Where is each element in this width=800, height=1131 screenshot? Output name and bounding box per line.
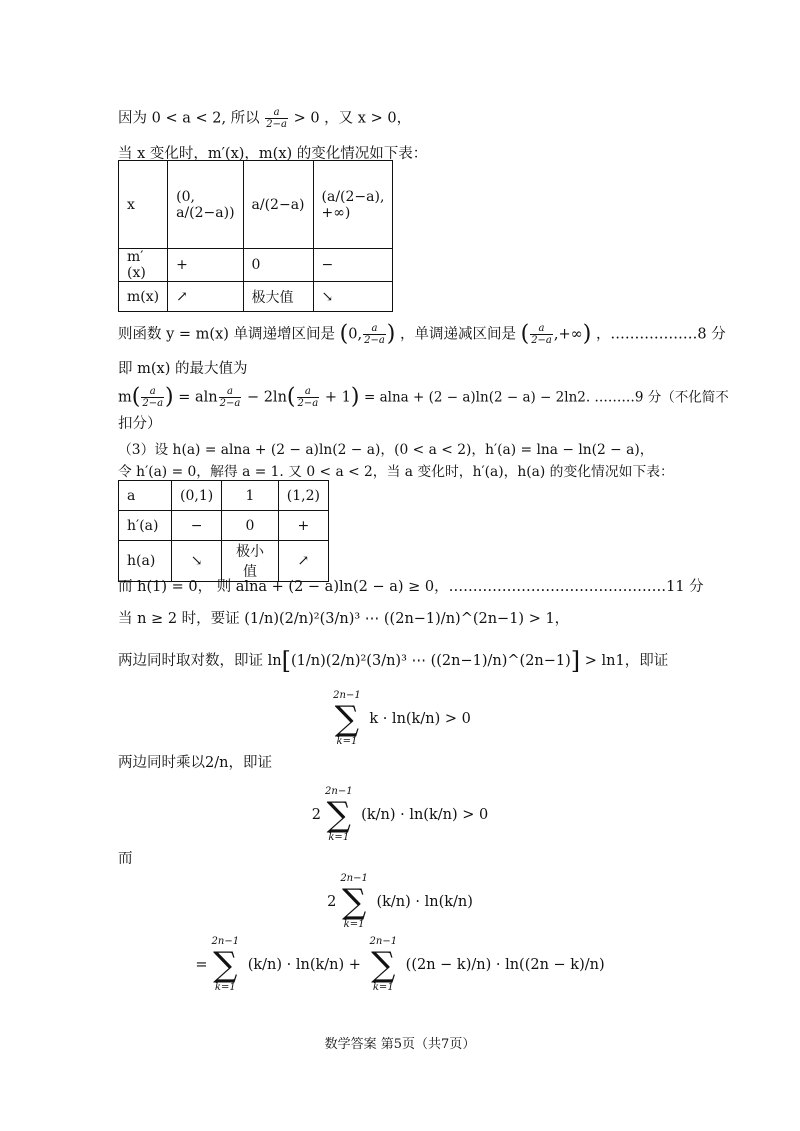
table-cell: x xyxy=(119,161,168,249)
table-cell: (a/(2−a), +∞) xyxy=(313,161,393,249)
table-cell: ↘ xyxy=(172,541,222,582)
table-cell: ↗ xyxy=(168,282,243,312)
table-cell: + xyxy=(168,249,243,282)
formula: 2 2n−1 ∑ k=1 (k/n) · ln(k/n) > 0 xyxy=(311,786,489,843)
table-cell: m(x) xyxy=(119,282,168,312)
formula: = 2n−1 ∑ k=1 (k/n) · ln(k/n) + 2n−1 ∑ k=1 ((2n − k)/n) · ln((2n − k)/n) xyxy=(195,936,605,993)
variation-table xyxy=(118,160,393,312)
text-line: 而 xyxy=(118,851,133,867)
table-cell: m′(x) xyxy=(119,249,168,282)
table-cell: − xyxy=(313,249,393,282)
table-cell: a xyxy=(119,481,172,511)
table-cell: h(a) xyxy=(119,541,172,582)
formula: 2 2n−1 ∑ k=1 (k/n) · ln(k/n) xyxy=(327,873,473,930)
formula: 2n−1 ∑ k=1 k · ln(k/n) > 0 xyxy=(333,690,471,747)
text-line: 即 m(x) 的最大值为 xyxy=(118,361,248,377)
table-cell: 极小值 xyxy=(222,541,279,582)
table-cell: 1 xyxy=(222,481,279,511)
text-line: 两边同时取对数，即证 ln[(1/n)(2/n)²(3/n)³ ⋯ ((2n−1)/n)^(2n−1)] > ln1，即证 xyxy=(118,647,669,675)
text-line: 扣分） xyxy=(118,416,162,432)
variation-table xyxy=(118,480,329,582)
table-cell: 0 xyxy=(243,249,313,282)
text-line: 当 x 变化时，m′(x)，m(x) 的变化情况如下表： xyxy=(118,146,428,162)
table-cell: ↘ xyxy=(313,282,393,312)
table-cell: + xyxy=(278,511,328,541)
text-line: 则函数 y = m(x) 单调递增区间是 (0, $\frac{a}{2-a}$ ) ，单调递减区间是 ( $\frac{a}{2-a}$ ,+∞) ，………………8 分 xyxy=(118,321,726,347)
table-cell: − xyxy=(172,511,222,541)
table-cell: (0,1) xyxy=(172,481,222,511)
table-cell: h′(a) xyxy=(119,511,172,541)
table-cell: (0, a/(2−a)) xyxy=(168,161,243,249)
text-line: 令 h′(a) = 0，解得 a = 1. 又 0 < a < 2，当 a 变化时，h′(a)，h(a) 的变化情况如下表： xyxy=(118,464,674,480)
page-footer: 数学答案 第5页（共7页） xyxy=(324,1037,476,1052)
table-cell: a/(2−a) xyxy=(243,161,313,249)
text-line: 而 h(1) = 0， 则 alna + (2 − a)ln(2 − a) ≥ 0，………………………………………11 分 xyxy=(118,579,704,595)
text-line: 当 n ≥ 2 时，要证 (1/n)(2/n)²(3/n)³ ⋯ ((2n−1)/n)^(2n−1) > 1， xyxy=(118,611,570,627)
text-line: m( $\frac{a}{2-a}$ ) = aln $\frac{a}{2-a}$ − 2ln( $\frac{a}{2-a}$ + 1) = alna + (2 − a)ln(2 − a) − 2ln2. ………9 分（不化简不 xyxy=(118,384,729,410)
text-line: （3）设 h(a) = alna + (2 − a)ln(2 − a)，(0 < a < 2)，h′(a) = lna − ln(2 − a)， xyxy=(118,442,654,458)
text-line: 因为 0 < a < 2, 所以 $\frac{a}{2-a}$ > 0 ，又 x > 0， xyxy=(118,107,412,130)
table-cell: ↗ xyxy=(278,541,328,582)
table-cell: 极大值 xyxy=(243,282,313,312)
text-line: 两边同时乘以2/n，即证 xyxy=(118,755,272,771)
table-cell: (1,2) xyxy=(278,481,328,511)
fraction: $\frac{a}{2-a}$ xyxy=(266,107,287,130)
table-cell: 0 xyxy=(222,511,279,541)
